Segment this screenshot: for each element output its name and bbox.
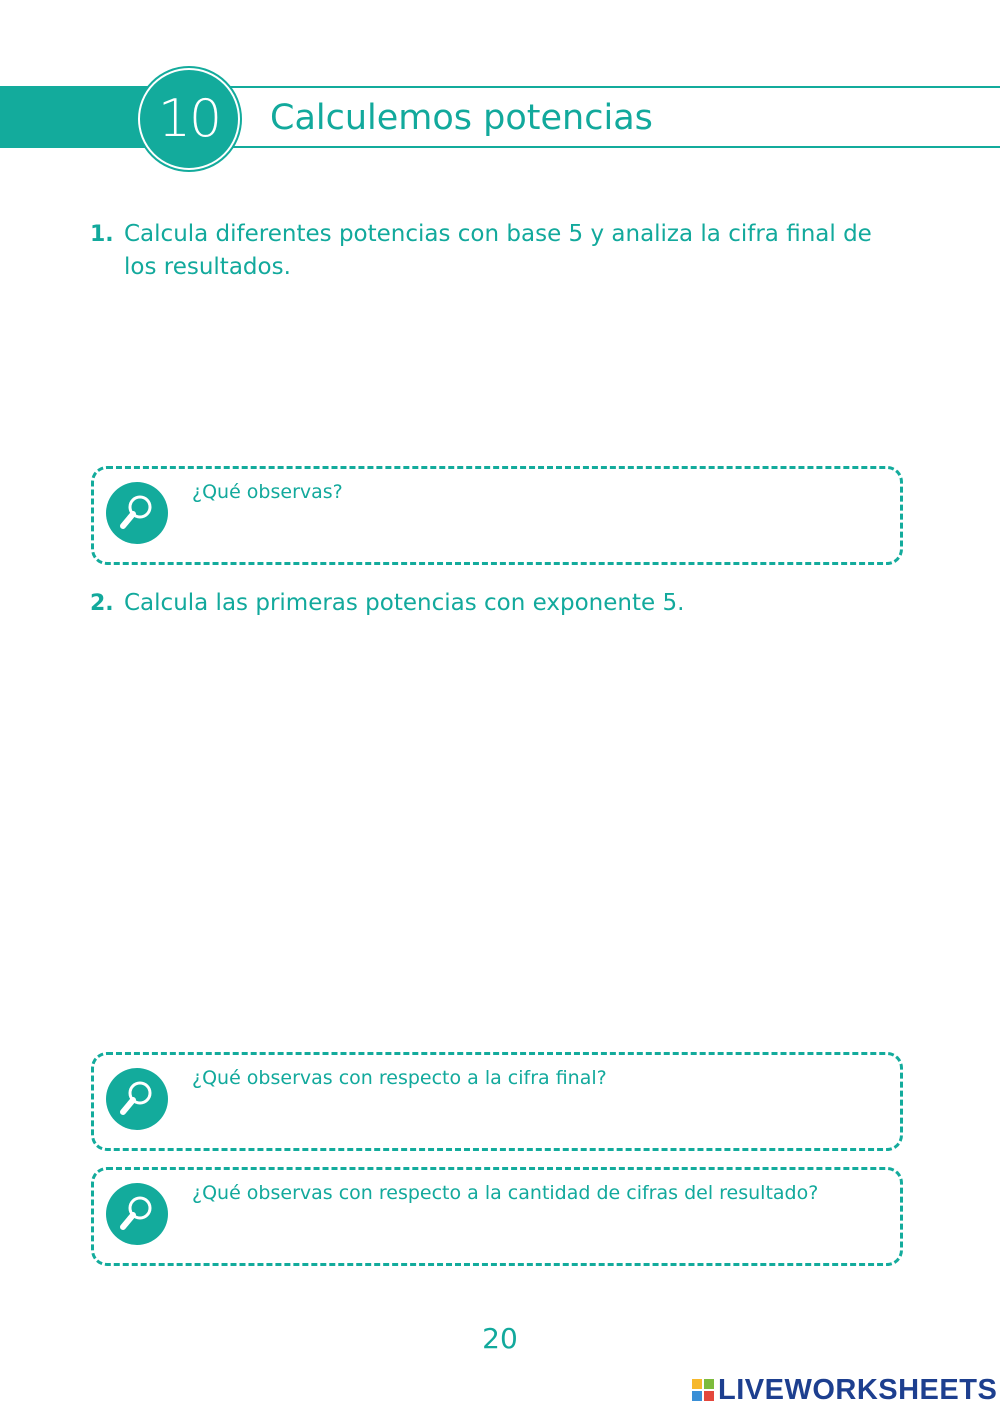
lesson-number: 10: [157, 89, 221, 149]
exercise-2: [90, 587, 880, 620]
page-title: Calculemos potencias: [270, 98, 653, 138]
observe-box-2[interactable]: [91, 1052, 903, 1151]
exercise-1: [90, 218, 880, 284]
observe-box-1[interactable]: [91, 466, 903, 565]
exercise-text: Calcula diferentes potencias con base 5 y analiza la cifra final de los resultados.: [124, 221, 872, 280]
exercise-text: Calcula las primeras potencias con exponente 5.: [124, 590, 685, 616]
header-line-bottom: [220, 146, 1000, 148]
lesson-number-badge: [138, 68, 240, 170]
exercise-number: 2.: [90, 591, 114, 616]
header-line-top: [220, 86, 1000, 88]
observe-box-3[interactable]: [91, 1167, 903, 1266]
logo-text: LIVEWORKSHEETS: [718, 1373, 998, 1406]
observe-prompt: ¿Qué observas?: [192, 481, 343, 503]
magnifier-icon: [106, 482, 168, 544]
observe-prompt: ¿Qué observas con respecto a la cantidad de cifras del resultado?: [192, 1182, 819, 1204]
exercise-number: 1.: [90, 222, 114, 247]
magnifier-icon: [106, 1068, 168, 1130]
logo-squares-icon: [692, 1379, 714, 1401]
magnifier-icon: [106, 1183, 168, 1245]
observe-prompt: ¿Qué observas con respecto a la cifra final?: [192, 1067, 607, 1089]
page-number: 20: [482, 1322, 518, 1355]
liveworksheets-logo[interactable]: [692, 1374, 997, 1406]
